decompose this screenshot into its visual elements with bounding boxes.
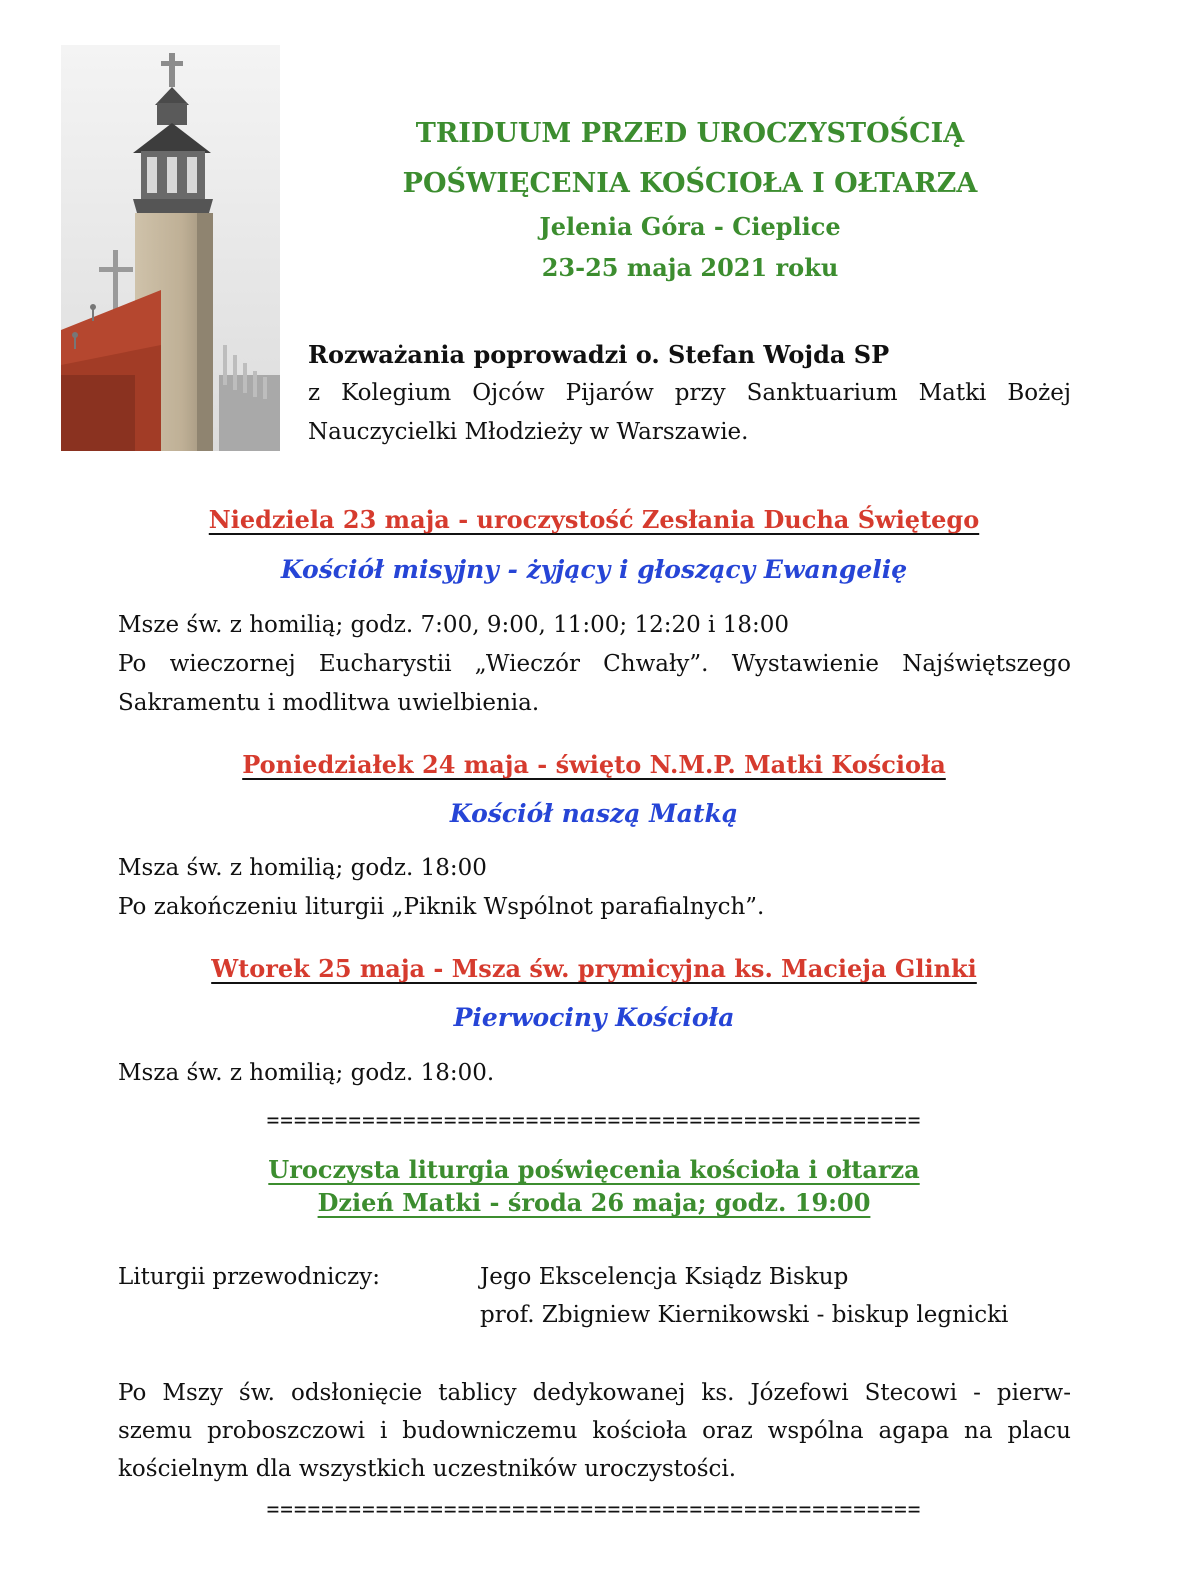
after-mass-line-1: Po Mszy św. odsłonięcie tablicy dedykowanej ks. Józefowi Stecowi - pierw- [118, 1380, 1071, 1406]
title-line-2: POŚWIĘCENIA KOŚCIOŁA I OŁTARZA [402, 168, 978, 199]
day-heading-monday: Poniedziałek 24 maja - święto N.M.P. Matki Kościoła [242, 750, 946, 779]
church-tower-photo [61, 45, 280, 451]
day-line: Msza św. z homilią; godz. 18:00 [118, 855, 487, 881]
presider-line-1: Jego Ekscelencja Ksiądz Biskup [480, 1264, 849, 1290]
place-subtitle: Jelenia Góra - Cieplice [539, 212, 841, 241]
title-line-1: TRIDUUM PRZED UROCZYSTOŚCIĄ [415, 118, 965, 149]
presider-label: Liturgii przewodniczy: [118, 1264, 381, 1290]
day-heading-tuesday: Wtorek 25 maja - Msza św. prymicyjna ks. Macieja Glinki [211, 954, 977, 983]
dedication-title-line-1: Uroczysta liturgia poświęcenia kościoła i ołtarza [268, 1155, 920, 1184]
day-theme-monday: Kościół naszą Matką [449, 799, 739, 828]
intro-line-2: Nauczycielki Młodzieży w Warszawie. [308, 419, 749, 445]
presider-line-2: prof. Zbigniew Kiernikowski - biskup legnicki [480, 1302, 1009, 1328]
day-line: Sakramentu i modlitwa uwielbienia. [118, 690, 540, 716]
dates-subtitle: 23-25 maja 2021 roku [541, 253, 839, 282]
day-line: Po zakończeniu liturgii „Piknik Wspólnot parafialnych”. [118, 894, 765, 920]
day-theme-sunday: Kościół misyjny - żyjący i głoszący Ewangelię [280, 555, 908, 584]
after-mass-line-3: kościelnym dla wszystkich uczestników uroczystości. [118, 1456, 737, 1482]
intro-lead: Rozważania poprowadzi o. Stefan Wojda SP [308, 340, 890, 369]
separator-bottom: ================================================ [266, 1497, 922, 1521]
separator: ================================================ [266, 1108, 922, 1132]
day-theme-tuesday: Pierwociny Kościoła [453, 1003, 735, 1032]
dedication-title-line-2: Dzień Matki - środa 26 maja; godz. 19:00 [317, 1188, 871, 1217]
day-line: Msza św. z homilią; godz. 18:00. [118, 1060, 495, 1086]
after-mass-line-2: szemu proboszczowi i budowniczemu kościoła oraz wspólna agapa na placu [118, 1418, 1071, 1444]
day-heading-sunday: Niedziela 23 maja - uroczystość Zesłania Ducha Świętego [208, 505, 980, 534]
intro-line-1: z Kolegium Ojców Pijarów przy Sanktuarium Matki Bożej [308, 380, 1071, 406]
day-line: Msze św. z homilią; godz. 7:00, 9:00, 11:00; 12:20 i 18:00 [118, 612, 789, 638]
day-line: Po wieczornej Eucharystii „Wieczór Chwały”. Wystawienie Najświętszego [118, 651, 1071, 677]
